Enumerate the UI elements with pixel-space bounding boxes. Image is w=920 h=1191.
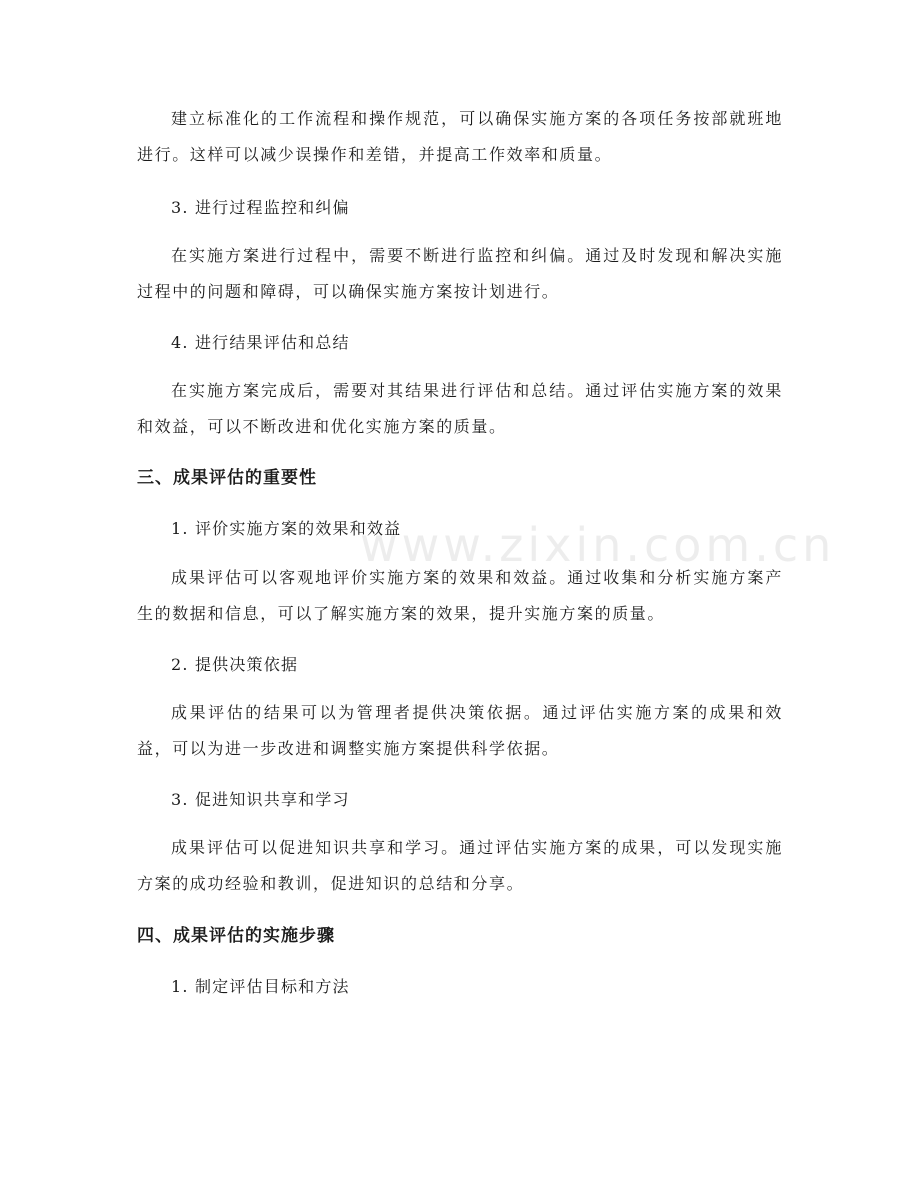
paragraph-process-monitoring: 在实施方案进行过程中，需要不断进行监控和纠偏。通过及时发现和解决实施过程中的问题和障碍，可以确保实施方案按计划进行。 <box>137 246 783 301</box>
section-heading-importance: 三、成果评估的重要性 <box>137 468 317 488</box>
list-item-set-goals: 1. 制定评估目标和方法 <box>171 977 350 996</box>
watermark-text: www.zixin.com.cn <box>360 518 836 572</box>
section-heading-implementation-steps: 四、成果评估的实施步骤 <box>137 926 335 946</box>
paragraph-decision-basis: 成果评估的结果可以为管理者提供决策依据。通过评估实施方案的成果和效益，可以为进一步改进和调整实施方案提供科学依据。 <box>137 703 783 758</box>
list-item-evaluate-effects: 1. 评价实施方案的效果和效益 <box>171 519 402 538</box>
list-item-result-evaluation: 4. 进行结果评估和总结 <box>171 333 350 352</box>
list-item-process-monitoring: 3. 进行过程监控和纠偏 <box>171 198 350 217</box>
paragraph-knowledge-sharing: 成果评估可以促进知识共享和学习。通过评估实施方案的成果，可以发现实施方案的成功经验和教训，促进知识的总结和分享。 <box>137 838 783 893</box>
list-item-knowledge-sharing: 3. 促进知识共享和学习 <box>171 790 350 809</box>
paragraph-standardization: 建立标准化的工作流程和操作规范，可以确保实施方案的各项任务按部就班地进行。这样可以减少误操作和差错，并提高工作效率和质量。 <box>137 109 783 164</box>
paragraph-evaluate-effects: 成果评估可以客观地评价实施方案的效果和效益。通过收集和分析实施方案产生的数据和信息，可以了解实施方案的效果，提升实施方案的质量。 <box>137 568 783 623</box>
list-item-decision-basis: 2. 提供决策依据 <box>171 655 299 674</box>
paragraph-result-evaluation: 在实施方案完成后，需要对其结果进行评估和总结。通过评估实施方案的效果和效益，可以不断改进和优化实施方案的质量。 <box>137 381 783 436</box>
